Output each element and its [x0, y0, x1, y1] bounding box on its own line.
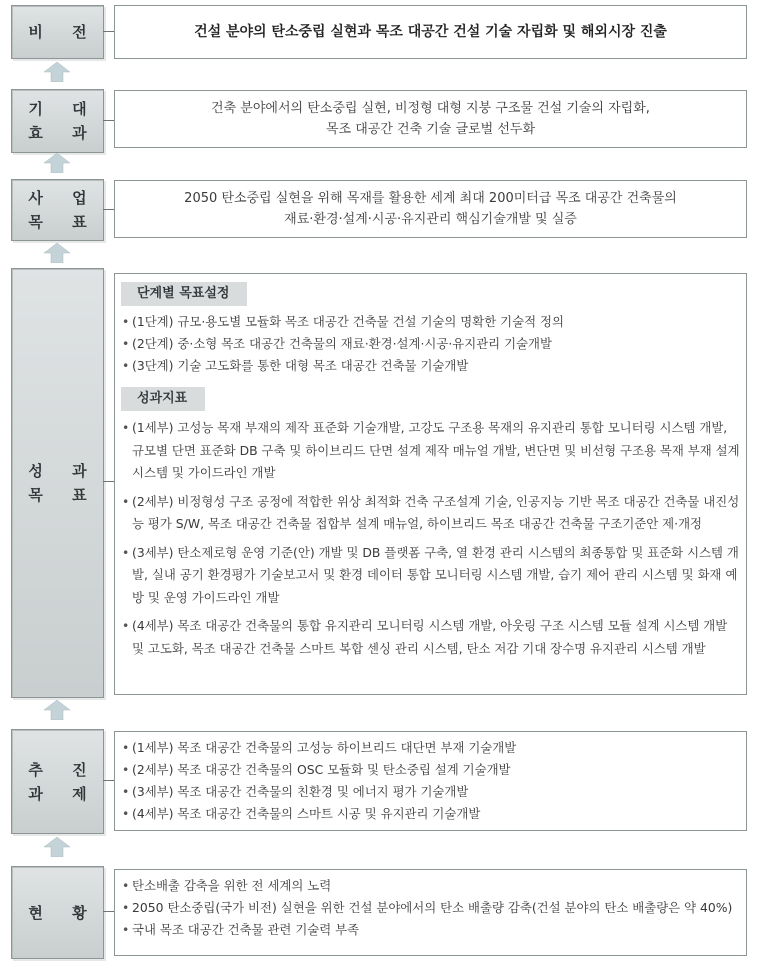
status-list [118, 875, 740, 941]
indicators-list [118, 417, 740, 660]
expected-effect-line-1: 건축 분야에서의 탄소중립 실현, 비정형 대형 지붕 구조물 건설 기술의 자립화, [211, 101, 650, 116]
list-item: • 국내 목조 대공간 건축물 관련 기술력 부족 [118, 919, 740, 941]
stage-goals-heading: 단계별 목표설정 [121, 282, 247, 306]
list-item: • (2단계) 중·소형 목조 대공간 건축물의 재료·환경·설계·시공·유지관리 기술개발 [118, 333, 740, 355]
expected-effect-line-2: 목조 대공간 건축 기술 글로벌 선두화 [325, 122, 536, 137]
list-item: • (2세부) 목조 대공간 건축물의 OSC 모듈화 및 탄소중립 설계 기술개발 [118, 759, 740, 781]
vision-box [114, 5, 747, 59]
up-arrow-icon [44, 837, 70, 857]
status-label: 현 황 [11, 866, 104, 959]
list-item: • (2세부) 비정형성 구조 공정에 적합한 위상 최적화 건축 구조설계 기술, 인공지능 기반 목조 대공간 건축물 내진성능 평가 S/W, 목조 대공간 건축물 접합부 설계 매뉴얼, 하이브리드 목조 대공간 건축물 구조기준안 제·개정 [118, 491, 740, 536]
expected-effect-label: 기 대 효 과 [11, 89, 104, 153]
status-connector [103, 911, 114, 912]
expected-effect-connector [103, 120, 114, 121]
status-box [114, 869, 747, 956]
tasks-list [118, 737, 740, 825]
list-item: • (1세부) 고성능 목재 부재의 제작 표준화 기술개발, 고강도 구조용 목재의 유지관리 통합 모니터링 시스템 개발, 규모별 단면 표준화 DB 구축 및 하이브리드 단면 설계 제작 매뉴얼 개발, 변단면 및 비선형 구조용 목재 부재 설계 시스템 및 가이드라인 개발 [118, 417, 740, 485]
indicators-heading: 성과지표 [121, 387, 205, 411]
project-goal-label: 사 업 목 표 [11, 179, 104, 241]
project-goal-line-2: 재료·환경·설계·시공·유지관리 핵심기술개발 및 실증 [284, 212, 577, 227]
list-item: • 2050 탄소중립(국가 비전) 실현을 위한 건설 분야에서의 탄소 배출량 감축(건설 분야의 탄소 배출량은 약 40%) [118, 897, 740, 919]
list-item: • (3세부) 탄소제로형 운영 기준(안) 개발 및 DB 플랫폼 구축, 열 환경 관리 시스템의 최종통합 및 표준화 시스템 개발, 실내 공기 환경평가 기술보고서 및 환경 데이터 통합 모니터링 시스템 개발, 습기 제어 관리 시스템 및 화재 예방 및 운영 가이드라인 개발 [118, 542, 740, 610]
stage-goals-list [118, 311, 740, 377]
project-goal-line-1: 2050 탄소중립 실현을 위해 목재를 활용한 세계 최대 200미터급 목조 대공간 건축물의 [184, 191, 677, 206]
project-goal-connector [103, 209, 114, 210]
outcome-goal-label: 성 과 목 표 [11, 268, 104, 698]
project-goal-box [114, 180, 747, 238]
tasks-box [114, 731, 747, 831]
up-arrow-icon [44, 62, 70, 82]
list-item: • (1세부) 목조 대공간 건축물의 고성능 하이브리드 대단면 부재 기술개발 [118, 737, 740, 759]
list-item: • (1단계) 규모·용도별 모듈화 목조 대공간 건축물 건설 기술의 명확한 기술적 정의 [118, 311, 740, 333]
vision-text: 건설 분야의 탄소중립 실현과 목조 대공간 건설 기술 자립화 및 해외시장 진출 [194, 23, 667, 40]
list-item: • 탄소배출 감축을 위한 전 세계의 노력 [118, 875, 740, 897]
vision-connector [103, 31, 114, 32]
list-item: • (4세부) 목조 대공간 건축물의 스마트 시공 및 유지관리 기술개발 [118, 803, 740, 825]
tasks-label: 추 진 과 제 [11, 729, 104, 834]
tasks-connector [103, 780, 114, 781]
list-item: • (4세부) 목조 대공간 건축물의 통합 유지관리 모니터링 시스템 개발, 아웃링 구조 시스템 모듈 설계 시스템 개발 및 고도화, 목조 대공간 건축물 스마트 복합 센싱 관리 시스템, 탄소 저감 기대 장수명 유지관리 시스템 개발 [118, 615, 740, 660]
up-arrow-icon [44, 700, 70, 720]
up-arrow-icon [44, 243, 70, 263]
list-item: • (3단계) 기술 고도화를 통한 대형 목조 대공간 건축물 기술개발 [118, 355, 740, 377]
vision-label: 비 전 [11, 5, 104, 59]
list-item: • (3세부) 목조 대공간 건축물의 친환경 및 에너지 평가 기술개발 [118, 781, 740, 803]
outcome-goal-connector [103, 481, 114, 482]
up-arrow-icon [44, 153, 70, 173]
outcome-goal-box [114, 273, 747, 695]
expected-effect-box [114, 90, 747, 148]
